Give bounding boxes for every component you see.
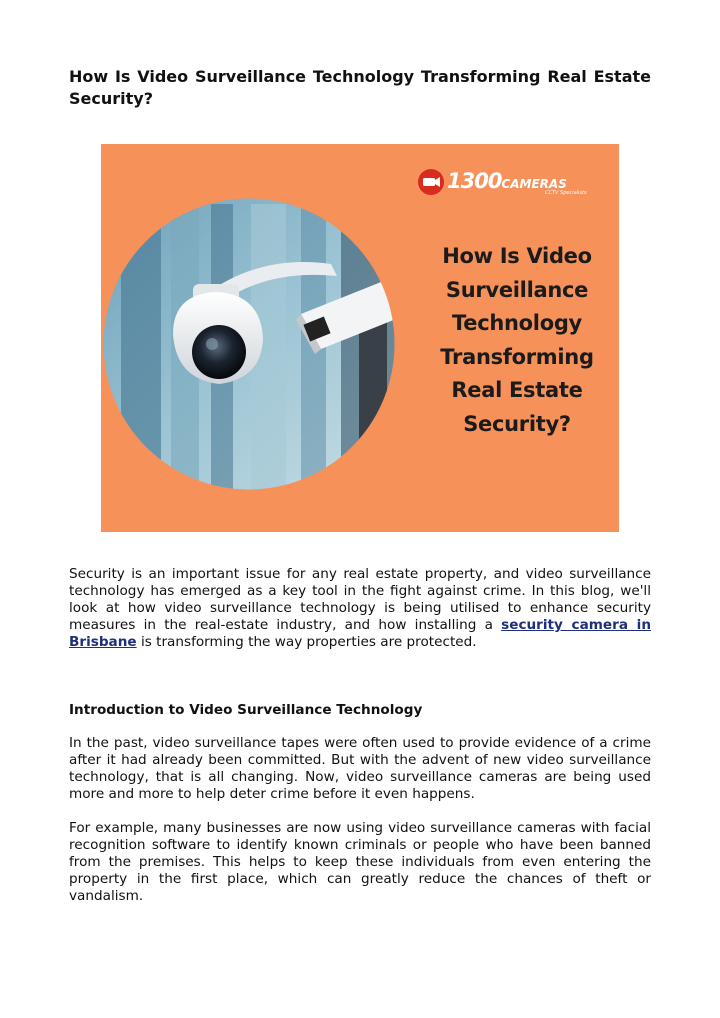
logo-word: CAMERAS xyxy=(501,177,567,191)
intro-text-before: Security is an important issue for any real estate property, and video surveillance technology has emerged as a key tool in the fight against crime. In this blog, we'll look at how video surveillance technology is being utilised to enhance security measures in the real-estate industry, and how installing a xyxy=(69,566,651,633)
logo-camera-icon xyxy=(417,168,445,196)
intro-paragraph xyxy=(69,566,651,651)
hero-title-line: Surveillance xyxy=(445,277,589,302)
intro-text-after: is transforming the way properties are protected. xyxy=(136,634,477,650)
photo-circle xyxy=(101,194,421,514)
logo-tagline: CCTV Specialists xyxy=(545,190,587,196)
section-heading: Introduction to Video Surveillance Technology xyxy=(69,702,423,718)
hero-title-line: Transforming xyxy=(440,344,594,369)
section-paragraph: In the past, video surveillance tapes were often used to provide evidence of a crime after it had already been committed. But with the advent of new video surveillance technology, that is all changing. Now, video surveillance cameras are being used more and more to help deter crime before it even happens. xyxy=(69,735,651,802)
logo-number: 1300 xyxy=(447,169,502,193)
hero-title-line: How Is Video xyxy=(442,244,592,268)
hero-title-line: Security? xyxy=(463,411,571,436)
hero-banner xyxy=(101,144,619,532)
section-paragraph: For example, many businesses are now using video surveillance cameras with facial recognition software to identify known criminals or people who have been banned from the premises. This helps to keep these individuals from even entering the property in the first place, which can greatly reduce the chances of theft or vandalism. xyxy=(69,820,651,904)
hero-title-line: Technology xyxy=(452,311,582,336)
page-title: How Is Video Surveillance Technology Transforming Real Estate Security? xyxy=(69,67,651,108)
hero-title-line: Real Estate xyxy=(451,378,583,403)
security-camera-brisbane-link[interactable]: security camera in Brisbane xyxy=(69,617,651,650)
brand-logo xyxy=(417,168,597,198)
hero-title xyxy=(417,240,617,442)
